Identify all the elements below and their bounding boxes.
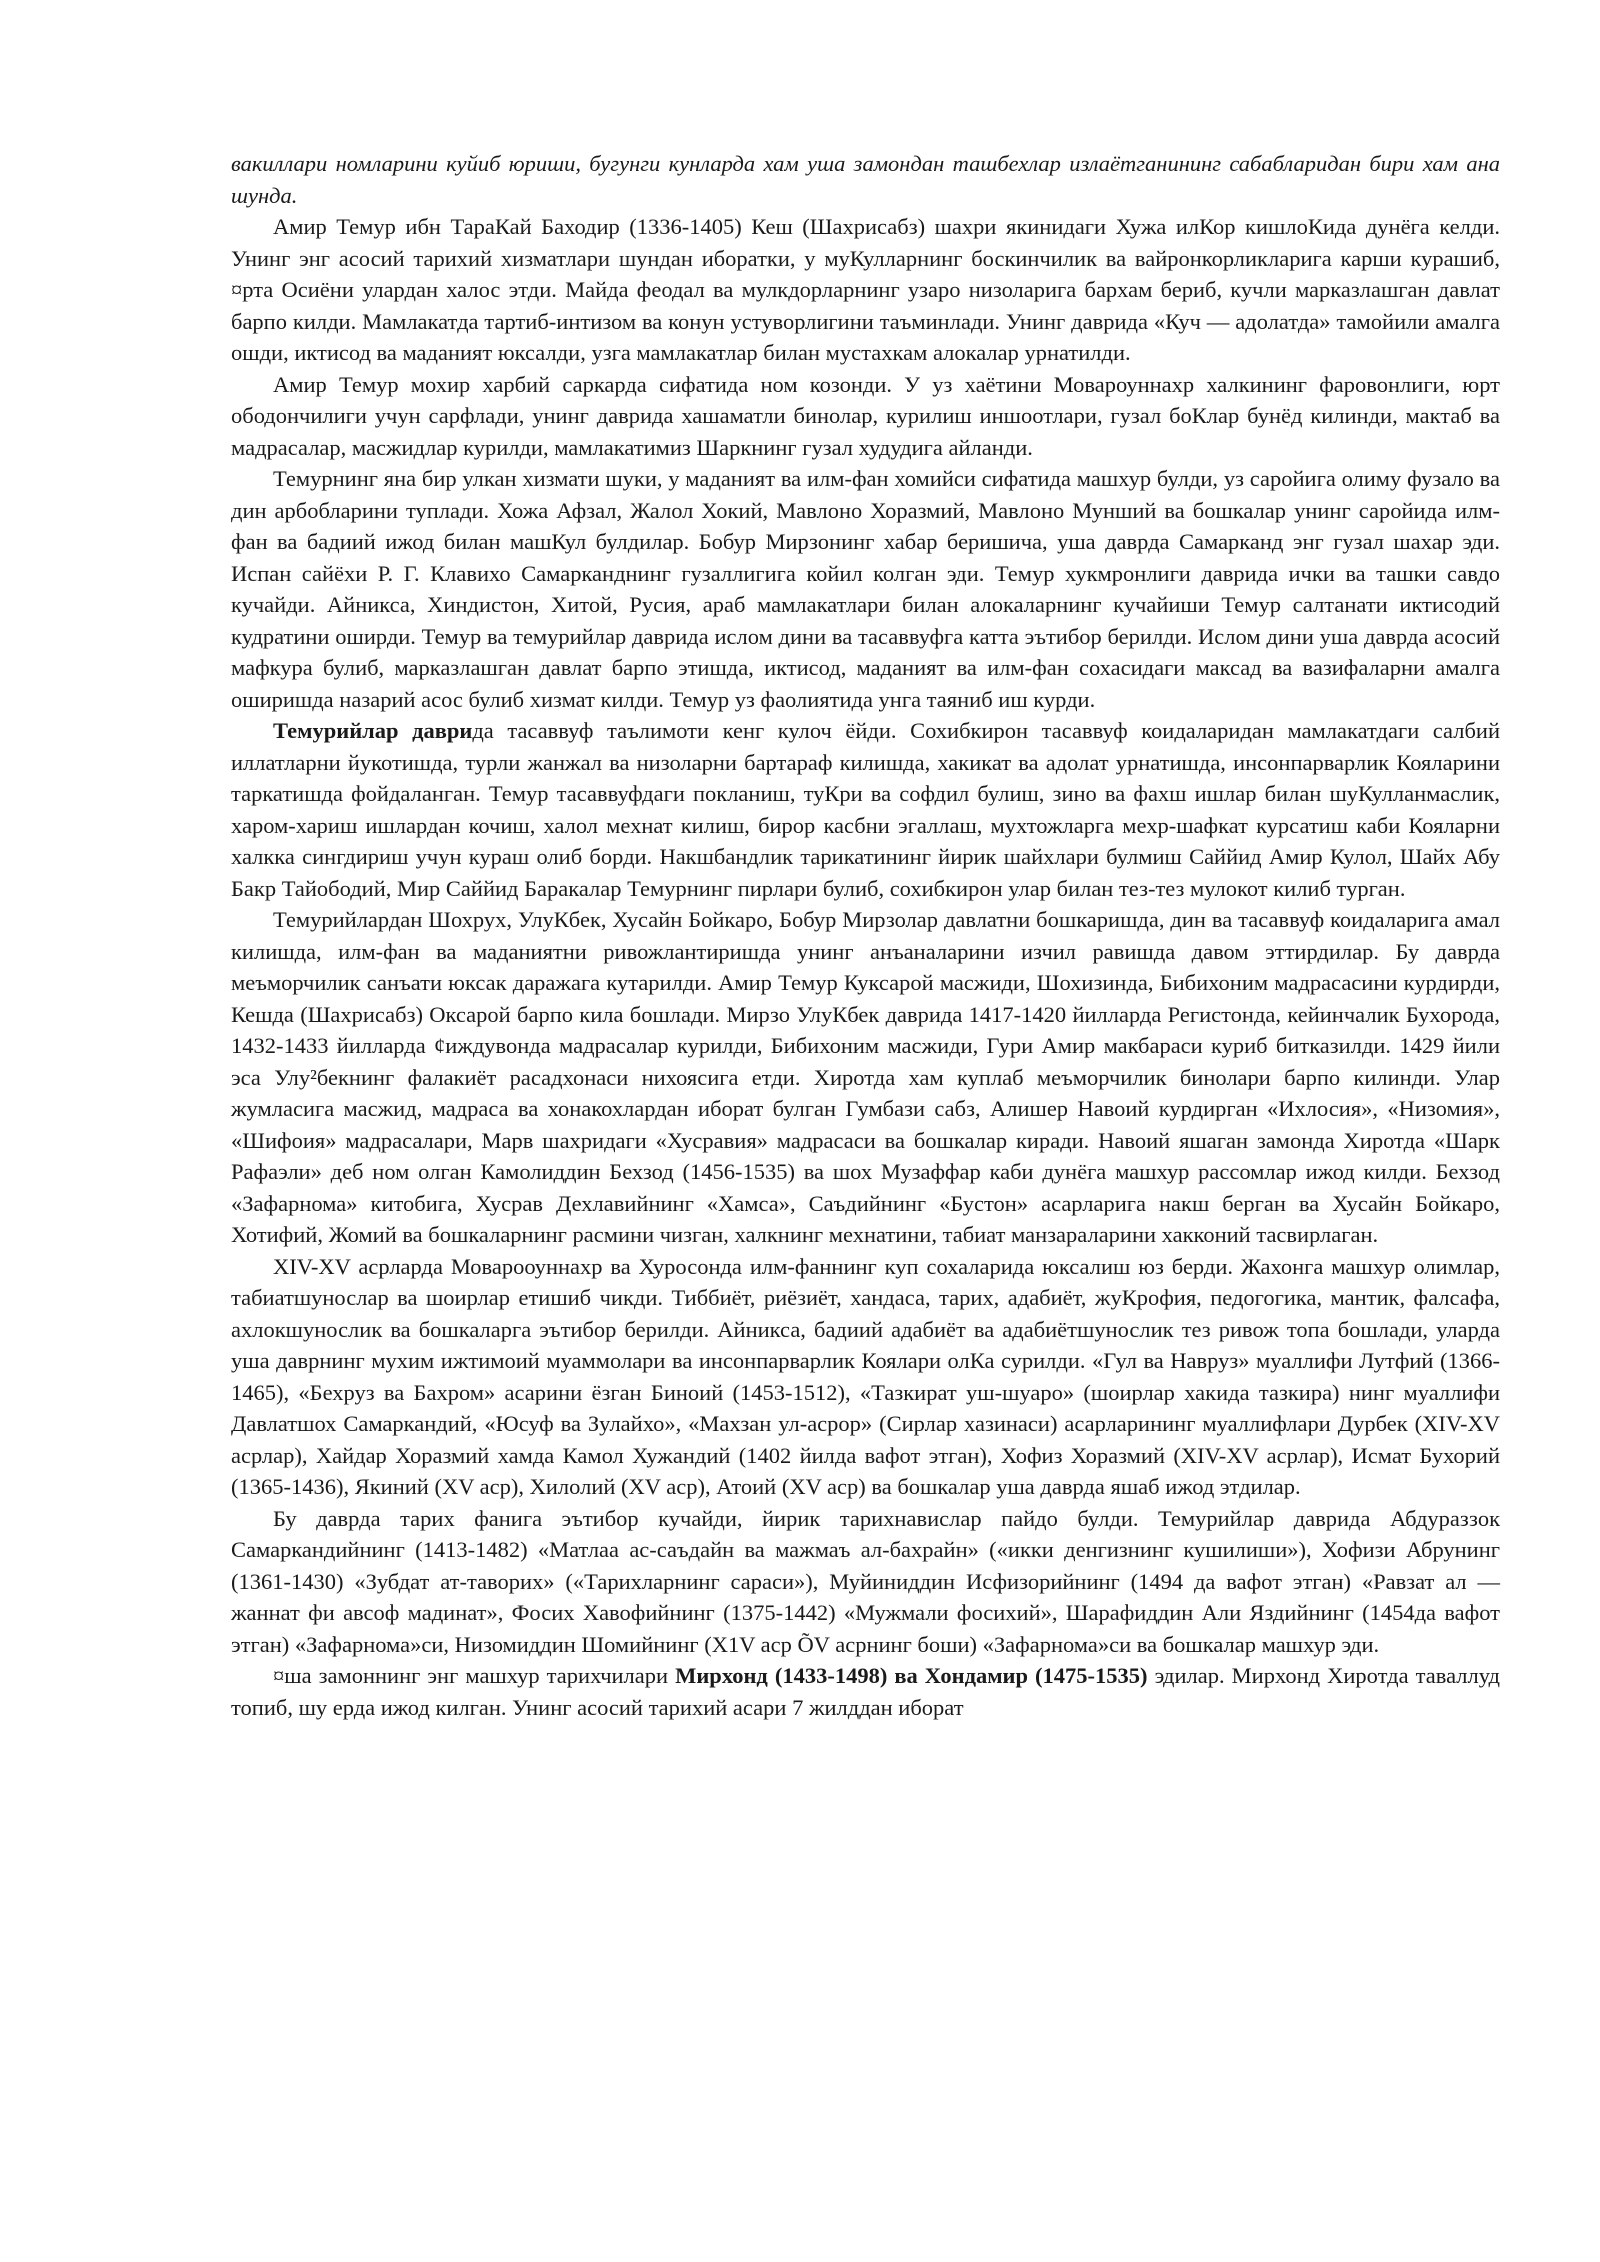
paragraph-timurid-architecture: Темурийлардан Шохрух, УлуКбек, Хусайн Бойкаро, Бобур Мирзолар давлатни бошкаришда, дин ва тасаввуф коидаларига амал килишда, илм-фан ва маданиятни ривожлантиришда унинг анъаналарини изчил равишда давом эттирдилар. Бу даврда меъморчилик санъати юксак даражага кутарилди. Амир Темур Куксарой масжиди, Шохизинда, Бибихоним мадрасасини курдирди, Кешда (Шахрисабз) Оксарой барпо кила бошлади. Мирзо УлуКбек даврида 1417-1420 йилларда Регистонда, кейинчалик Бухорода, 1432-1433 йилларда ¢иждувонда мадрасалар курилди, Бибихоним масжиди, Гури Амир макбараси куриб битказилди. 1429 йили эса Улу²бекнинг фалакиёт расадхонаси нихоясига етди. Хиротда хам куплаб меъморчилик бинолари барпо килинди. Улар жумласига масжид, мадраса ва хонакохлардан иборат булган Гумбази сабз, Алишер Навоий курдирган «Ихлосия», «Низомия», «Шифоия» мадрасалари, Марв шахридаги «Хусравия» мадрасаси ва бошкалар киради. Навоий яшаган замонда Хиротда «Шарк Рафаэли» деб ном олган Камолиддин Бехзод (1456-1535) ва шох Музаффар каби дунёга машхур рассомлар ижод килди. Бехзод «Зафарнома» китобига, Хусрав Дехлавийнинг «Хамса», Саъдийнинг «Бустон» асарларига накш берган ва Хусайн Бойкаро, Хотифий, Жомий ва бошкаларнинг расмини чизган, халкнинг мехнатини, табиат манзараларини хакконий тасвирлаган. bbox=[231, 907, 1500, 1247]
paragraph-mirkhond-khondamir: ¤ша замоннинг энг машхур тарихчилари Мирхонд (1433-1498) ва Хондамир (1475-1535) эдилар. Мирхонд Хиротда таваллуд топиб, шу ерда ижод килган. Унинг асосий тарихий асари 7 жилддан иборат bbox=[231, 1663, 1500, 1720]
bold-mirkhond-khondamir: Мирхонд (1433-1498) ва Хондамир (1475-1535) bbox=[675, 1663, 1148, 1688]
paragraph-timurid-sufism: Темурийлар даврида тасаввуф таълимоти кенг кулоч ёйди. Сохибкирон тасаввуф коидаларидан мамлакатдаги салбий иллатларни йукотишда, турли жанжал ва низоларни бартараф килишда, хакикат ва адолат урнатишда, инсонпарварлик Кояларини таркатишда фойдаланган. Темур тасаввуфдаги покланиш, туКри ва софдил булиш, зино ва фахш ишлар билан шуКулланмаслик, харом-хариш ишлардан кочиш, халол мехнат килиш, бирор касбни эгаллаш, мухтожларга мехр-шафкат курсатиш каби Кояларни халкка сингдириш учун кураш олиб борди. Накшбандлик тарикатининг йирик шайхлари булмиш Саййид Амир Кулол, Шайх Абу Бакр Тайободий, Мир Саййид Баракалар Темурнинг пирлари булиб, сохибкирон улар билан тез-тез мулокот килиб турган. bbox=[231, 718, 1500, 901]
bold-heading-timurid-era: Темурийлар даври bbox=[273, 718, 473, 743]
paragraph-historians: Бу даврда тарих фанига эътибор кучайди, йирик тарихнавислар пайдо булди. Темурийлар даврида Абдураззок Самаркандийнинг (1413-1482) «Матлаа ас-саъдайн ва мажмаъ ал-бахрайн» («икки денгизнинг кушилиши»), Хофизи Абрунинг (1361-1430) «Зубдат ат-таворих» («Тарихларнинг сараси»), Муйиниддин Исфизорийнинг (1494 да вафот этган) «Равзат ал — жаннат фи авсоф мадинат», Фосих Хавофийнинг (1375-1442) «Мужмали фосихий», Шарафиддин Али Яздийнинг (1454да вафот этган) «Зафарнома»си, Низомиддин Шомийнинг (Х1V аср ÕV асрнинг боши) «Зафарнома»си ва бошкалар машхур эди. bbox=[231, 1505, 1500, 1657]
paragraph-continuation: вакиллари номларини куйиб юриши, бугунги кунларда хам уша замондан ташбехлар излаётганининг сабабларидан бири хам ана шунда. bbox=[231, 151, 1500, 208]
paragraph-amir-temur-commander: Амир Темур мохир харбий саркарда сифатида ном козонди. У уз хаётини Мовароуннахр халкининг фаровонлиги, юрт ободончилиги учун сарфлади, унинг даврида хашаматли бинолар, курилиш иншоотлари, гузал боКлар бунёд килинди, мактаб ва мадрасалар, масжидлар курилди, мамлакатимиз Шаркнинг гузал худудига айланди. bbox=[231, 371, 1500, 460]
paragraph-science-literature: XIV-XV асрларда Моварооуннахр ва Хуросонда илм-фаннинг куп сохаларида юксалиш юз берди. Жахонга машхур олимлар, табиатшунослар ва шоирлар етишиб чикди. Тиббиёт, риёзиёт, хандаса, тарих, адабиёт, жуКрофия, педогогика, мантик, фалсафа, ахлокшунослик ва бошкаларга эътибор берилди. Айникса, бадиий адабиёт ва адабиётшунослик тез ривож топа бошлади, уларда уша даврнинг мухим ижтимоий муаммолари ва инсонпарварлик Коялари олКа сурилди. «Гул ва Навруз» муаллифи Лутфий (1366-1465), «Бехруз ва Бахром» асарини ёзган Биноий (1453-1512), «Тазкират уш-шуаро» (шоирлар хакида тазкира) нинг муаллифи Давлатшох Самаркандий, «Юсуф ва Зулайхо», «Махзан ул-асрор» (Сирлар хазинаси) асарларининг муаллифлари Дурбек (XIV-XV асрлар), Хайдар Хоразмий хамда Камол Хужандий (1402 йилда вафот этган), Хофиз Хоразмий (XIV-XV асрлар), Исмат Бухорий (1365-1436), Якиний (XV аср), Хилолий (XV аср), Атоий (XV аср) ва бошкалар уша даврда яшаб ижод этдилар. bbox=[231, 1253, 1500, 1499]
paragraph-amir-temur-biography: Амир Темур ибн ТараКай Баходир (1336-1405) Кеш (Шахрисабз) шахри якинидаги Хужа илКор кишлоКида дунёга келди. Унинг энг асосий тарихий хизматлари шундан иборатки, у муКулларнинг боскинчилик ва вайронкорликларига карши курашиб, ¤рта Осиёни улардан халос этди. Майда феодал ва мулкдорларнинг узаро низоларига бархам бериб, кучли марказлашган давлат барпо килди. Мамлакатда тартиб-интизом ва конун устуворлигини таъминлади. Унинг даврида «Куч — адолатда» тамойили амалга ошди, иктисод ва маданият юксалди, узга мамлакатлар билан мустахкам алокалар урнатилди. bbox=[231, 214, 1500, 365]
paragraph-temur-patron: Темурнинг яна бир улкан хизмати шуки, у маданият ва илм-фан хомийси сифатида машхур булди, уз саройига олиму фузало ва дин арбобларини туплади. Хожа Афзал, Жалол Хокий, Мавлоно Хоразмий, Мавлоно Мунший ва бошкалар унинг саройида илм-фан ва бадиий ижод билан машКул булдилар. Бобур Мирзонинг хабар беришича, уша даврда Самарканд энг гузал шахар эди. Испан сайёхи Р. Г. Клавихо Самарканднинг гузаллигига койил колган эди. Темур хукмронлиги даврида ички ва ташки савдо кучайди. Айникса, Хиндистон, Хитой, Русия, араб мамлакатлари билан алокаларнинг кучайиши Темур салтанати иктисодий кудратини оширди. Темур ва темурийлар даврида ислом дини ва тасаввуфга катта эътибор берилди. Ислом дини уша даврда асосий мафкура булиб, марказлашган давлат барпо этишда, иктисод, маданият ва илм-фан сохасидаги максад ва вазифаларни амалга оширишда назарий асос булиб хизмат килди. Темур уз фаолиятида унга таяниб иш курди. bbox=[231, 466, 1500, 712]
